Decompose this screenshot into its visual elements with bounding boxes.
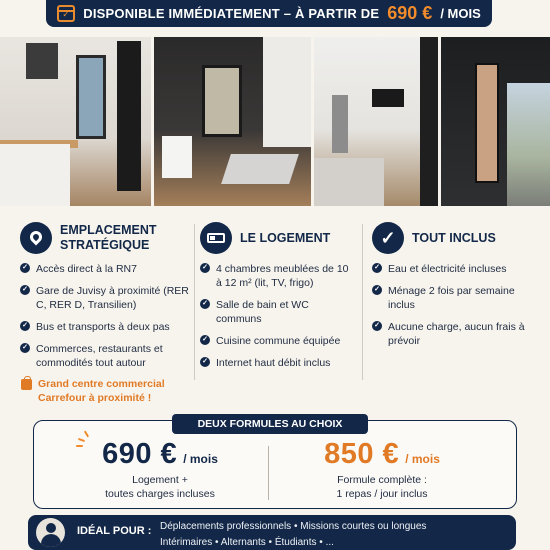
room-tv-photo [314,37,437,206]
location-column [20,220,192,405]
list-item: ✓ Internet haut débit inclus [200,356,357,370]
banner-suffix: / MOIS [440,6,481,21]
housing-title: LE LOGEMENT [240,230,331,245]
basic-period: / mois [183,452,218,466]
all-inclusive-column [372,220,537,356]
ideal-line-2: Intérimaires • Alternants • Étudiants • ... [160,537,334,548]
all-inclusive-title: TOUT INCLUS [412,230,496,245]
person-icon [36,518,65,547]
housing-column [200,220,357,378]
list-item: ✓ Gare de Juvisy à proximité (RER C, RER D, Transilien) [20,284,192,312]
basic-description: Logement + toutes charges incluses [105,474,215,500]
full-price: 850 € [324,438,400,470]
kitchen-photo [0,37,151,206]
full-description: Formule complète : 1 repas / jour inclus [336,474,428,500]
ideal-for-bar [28,515,516,550]
bedroom-photo [154,37,311,206]
list-item: ✓ Aucune charge, aucun frais à prévoir [372,320,537,348]
list-item: ✓ Bus et transports à deux pas [20,320,192,334]
map-pin-icon [20,222,52,254]
list-item: ✓ Ménage 2 fois par semaine inclus [372,284,537,312]
photo-gallery [0,37,550,206]
calendar-check-icon [57,5,75,22]
availability-banner [46,0,492,27]
list-item: ✓ Commerces, restaurants et commodités tout autour [20,342,192,370]
window-view-photo [441,37,550,206]
ideal-label: IDÉAL POUR : [77,525,152,537]
shopping-bag-icon [21,379,32,390]
column-divider [362,224,363,380]
full-period: / mois [405,452,440,466]
check-circle-icon: ✓ [372,222,404,254]
ideal-line-1: Déplacements professionnels • Missions courtes ou longues [160,521,427,532]
list-item: ✓ Salle de bain et WC communs [200,298,357,326]
mall-highlight: Grand centre commercial Carrefour à proximité ! [20,377,192,405]
bed-icon [200,222,232,254]
list-item: ✓ Eau et électricité incluses [372,262,537,276]
banner-price: 690 € [387,3,433,23]
pricing-option-basic [60,438,260,501]
list-item: ✓ 4 chambres meublées de 10 à 12 m² (lit, TV, frigo) [200,262,357,290]
pricing-divider [268,446,269,500]
banner-text: DISPONIBLE IMMÉDIATEMENT – À PARTIR DE [83,6,380,21]
column-divider [194,224,195,380]
pricing-option-full [282,438,482,501]
list-item: ✓ Cuisine commune équipée [200,334,357,348]
location-title: EMPLACEMENT STRATÉGIQUE [60,223,157,252]
list-item: ✓ Accès direct à la RN7 [20,262,192,276]
basic-price: 690 € [102,438,178,470]
pricing-title: DEUX FORMULES AU CHOIX [172,414,368,434]
